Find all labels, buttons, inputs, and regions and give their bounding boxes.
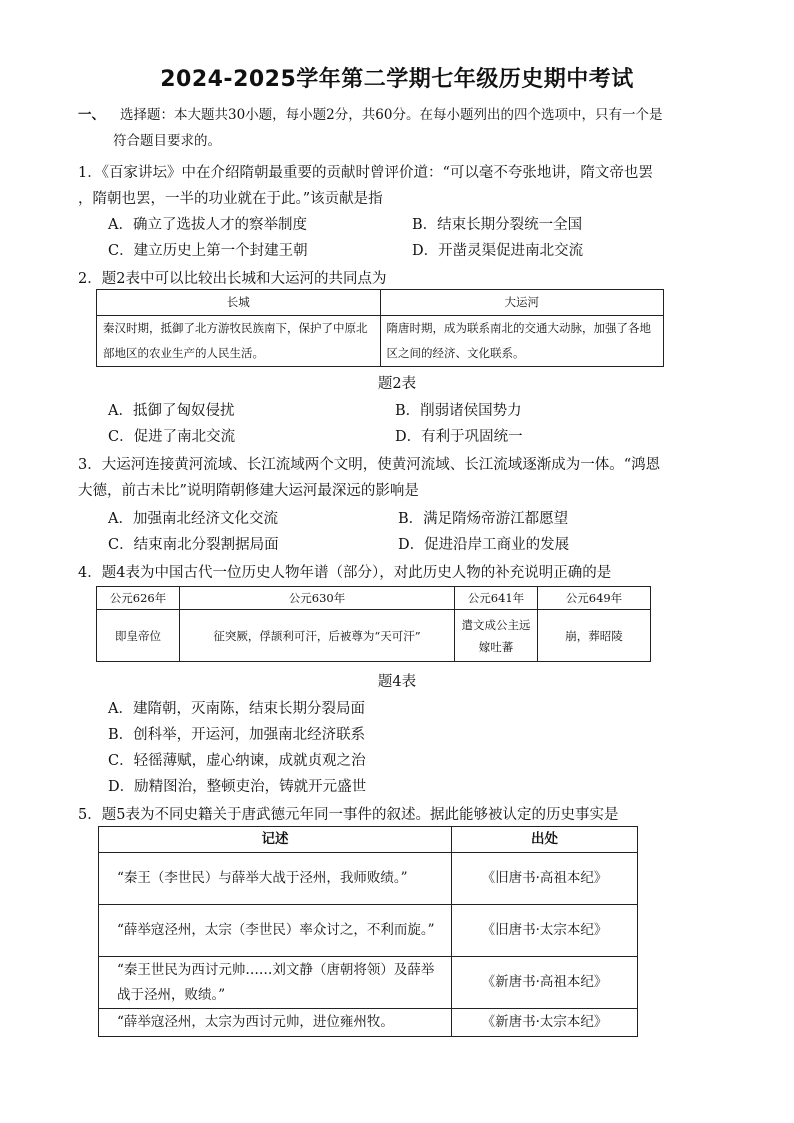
q2-option-c: C．促进了南北交流 bbox=[108, 429, 236, 445]
table-q2-cell-great-wall: 秦汉时期，抵御了北方游牧民族南下，保护了中原北部地区的农业生产的人民生活。 bbox=[97, 316, 381, 367]
q1-option-c: C．建立历史上第一个封建王朝 bbox=[108, 243, 308, 259]
table-q5-row-1-text: “秦王（李世民）与薛举大战于泾州，我师败绩。” bbox=[99, 853, 452, 905]
q1-option-a: A．确立了选拔人才的察举制度 bbox=[108, 217, 307, 233]
question-2-stem: 2．题2表中可以比较出长城和大运河的共同点为 bbox=[78, 271, 387, 287]
table-q5-row-2-text: “薛举寇泾州，太宗（李世民）率众讨之，不利而旋。” bbox=[99, 905, 452, 957]
question-3-line-1: 3．大运河连接黄河流域、长江流域两个文明，使黄河流域、长江流域逐渐成为一体。“鸿恩 bbox=[78, 457, 661, 473]
table-q4-header-630: 公元630年 bbox=[180, 587, 455, 610]
section-line-2: 符合题目要求的。 bbox=[113, 133, 221, 149]
q3-option-c: C．结束南北分裂割据局面 bbox=[108, 537, 279, 553]
table-q5-row-3-source: 《新唐书·高祖本纪》 bbox=[452, 957, 638, 1009]
table-q5-row-3-text: “秦王世民为西讨元帅……刘文静（唐朝将领）及薛举战于泾州，败绩。” bbox=[99, 957, 452, 1009]
question-4-stem: 4．题4表为中国古代一位历史人物年谱（部分），对此历史人物的补充说明正确的是 bbox=[78, 565, 612, 581]
table-q4-header-641: 公元641年 bbox=[455, 587, 538, 610]
table-q4-cell-630: 征突厥，俘颉利可汗，后被尊为“天可汗” bbox=[180, 610, 455, 662]
q4-option-b: B．创科举，开运河，加强南北经济联系 bbox=[108, 727, 366, 743]
table-q4-header-626: 公元626年 bbox=[97, 587, 180, 610]
table-q4-cell-626: 即皇帝位 bbox=[97, 610, 180, 662]
question-1-line-2: ，隋朝也罢，一半的功业就在于此。”该贡献是指 bbox=[78, 191, 383, 207]
table-q4-cell-649: 崩，葬昭陵 bbox=[538, 610, 651, 662]
table-q5-row-2-source: 《旧唐书·太宗本纪》 bbox=[452, 905, 638, 957]
table-q2-header-grand-canal: 大运河 bbox=[380, 290, 664, 316]
table-q2-cell-grand-canal: 隋唐时期，成为联系南北的交通大动脉，加强了各地区之间的经济、文化联系。 bbox=[380, 316, 664, 367]
table-q4-cell-641: 遣文成公主远嫁吐蕃 bbox=[455, 610, 538, 662]
question-1 bbox=[78, 160, 723, 212]
q4-option-d: D．励精图治，整顿吏治，铸就开元盛世 bbox=[108, 779, 367, 795]
table-q5-row-4-source: 《新唐书·太宗本纪》 bbox=[452, 1009, 638, 1037]
q1-option-d: D．开凿灵渠促进南北交流 bbox=[412, 243, 584, 259]
table-q5 bbox=[98, 826, 638, 1037]
question-3 bbox=[78, 452, 723, 504]
question-3-line-2: 大德，前古未比”说明隋朝修建大运河最深远的影响是 bbox=[78, 483, 419, 499]
exam-title: 2024-2025学年第二学期七年级历史期中考试 bbox=[160, 67, 634, 92]
table-q4-caption: 题4表 bbox=[377, 674, 417, 690]
table-q4-header-649: 公元649年 bbox=[538, 587, 651, 610]
q1-option-b: B．结束长期分裂统一全国 bbox=[412, 217, 583, 233]
question-5-stem: 5．题5表为不同史籍关于唐武德元年同一事件的叙述。据此能够被认定的历史事实是 bbox=[78, 807, 619, 823]
section-instructions bbox=[78, 102, 728, 154]
table-q2-caption: 题2表 bbox=[377, 376, 417, 392]
q2-option-b: B．削弱诸侯国势力 bbox=[395, 403, 522, 419]
table-q5-row-1-source: 《旧唐书·高祖本纪》 bbox=[452, 853, 638, 905]
table-q2 bbox=[96, 289, 664, 367]
q3-option-d: D．促进沿岸工商业的发展 bbox=[398, 537, 570, 553]
table-q4 bbox=[96, 586, 651, 662]
table-q5-row-4-text: “薛举寇泾州，太宗为西讨元帅，进位雍州牧。 bbox=[99, 1009, 452, 1037]
section-number: 一、 bbox=[78, 107, 105, 123]
q2-option-a: A．抵御了匈奴侵扰 bbox=[108, 403, 235, 419]
q4-option-a: A．建隋朝，灭南陈，结束长期分裂局面 bbox=[108, 701, 365, 717]
table-q5-header-source: 出处 bbox=[452, 827, 638, 853]
q2-option-d: D．有利于巩固统一 bbox=[395, 429, 523, 445]
question-1-line-1: 1．《百家讲坛》中在介绍隋朝最重要的贡献时曾评价道：“可以毫不夸张地讲，隋文帝也罢 bbox=[78, 165, 653, 181]
table-q2-header-great-wall: 长城 bbox=[97, 290, 381, 316]
section-line-1: 选择题：本大题共30小题，每小题2分，共60分。在每小题列出的四个选项中，只有一个是 bbox=[120, 107, 663, 123]
q3-option-b: B．满足隋炀帝游江都愿望 bbox=[398, 511, 569, 527]
q3-option-a: A．加强南北经济文化交流 bbox=[108, 511, 278, 527]
q4-option-c: C．轻徭薄赋，虚心纳谏，成就贞观之治 bbox=[108, 753, 366, 769]
table-q5-header-record: 记述 bbox=[99, 827, 452, 853]
